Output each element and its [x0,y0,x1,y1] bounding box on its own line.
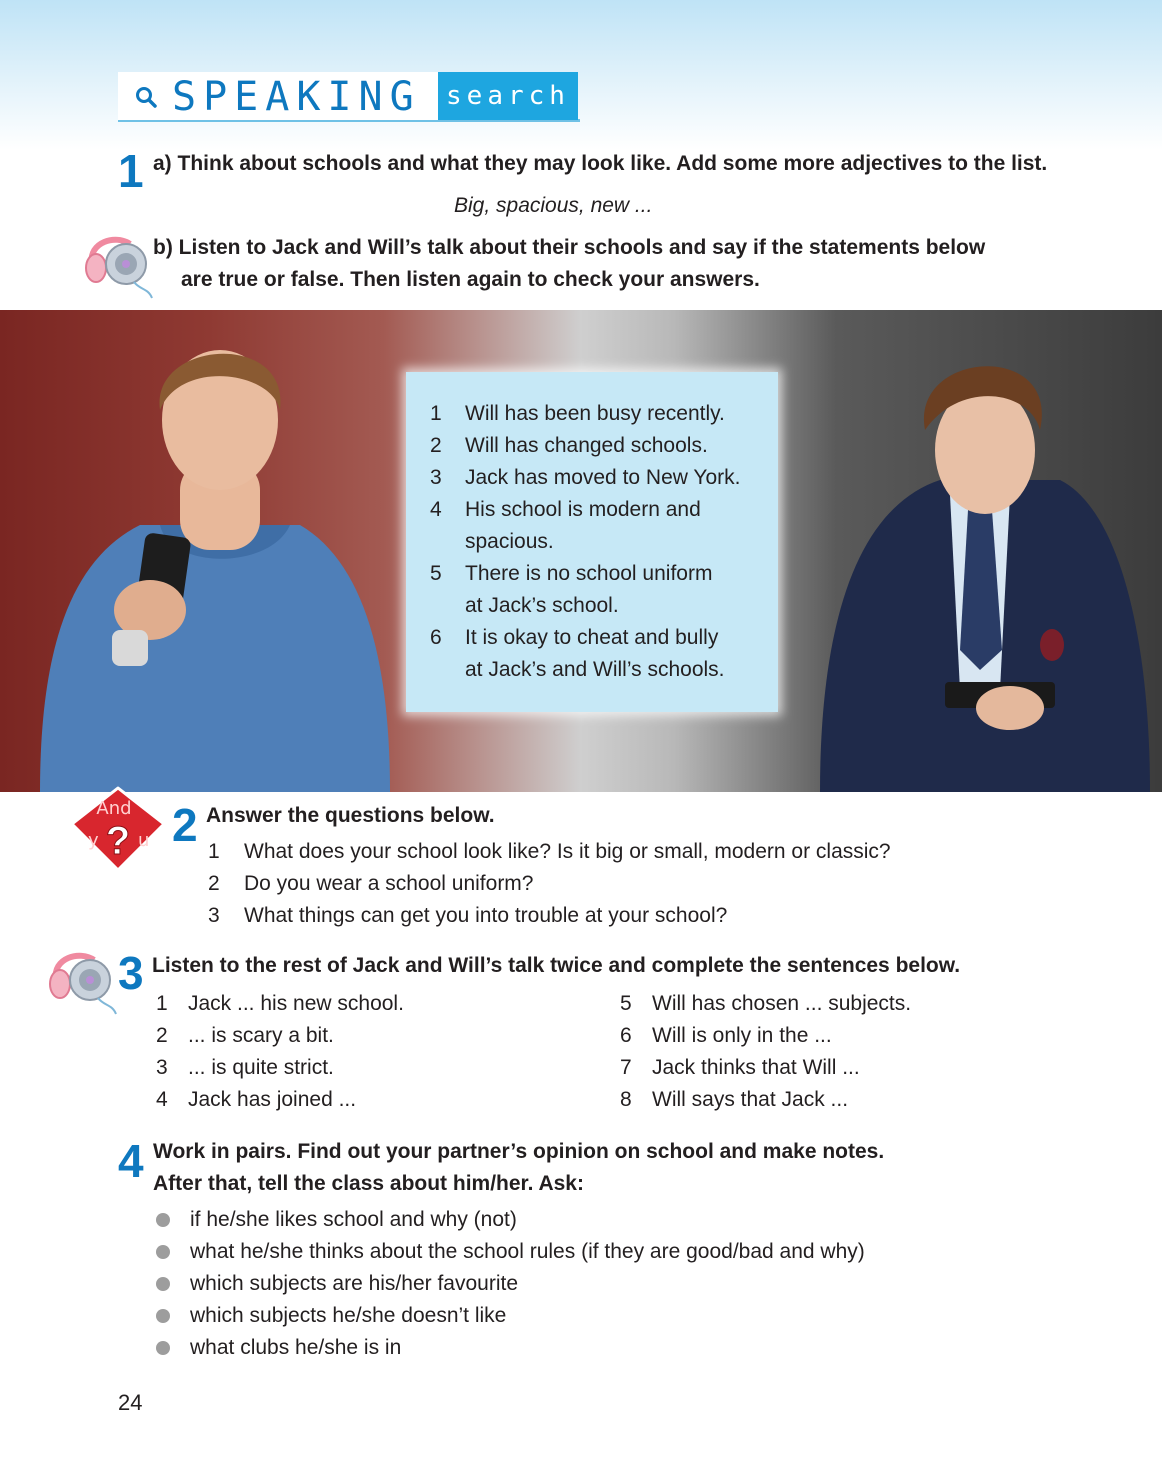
question-number: 1 [208,840,220,863]
exercise-2-number: 2 [172,799,198,851]
bullet-icon [156,1213,170,1227]
statement-item-continuation [430,654,778,686]
statement-number: 3 [430,466,442,489]
statement-item-continuation [430,526,778,558]
page-number: 24 [118,1390,143,1415]
sentence-text: Jack has joined ... [188,1088,357,1111]
statement-item [430,494,778,526]
header-title-box [118,72,434,120]
statement-number: 2 [430,434,442,457]
statement-text: spacious. [465,530,554,553]
statement-text: His school is modern and [465,498,701,521]
exercise-3-right-column [620,988,911,1116]
statement-text: Will has changed schools. [465,434,708,457]
statement-number: 5 [430,562,442,585]
question-number: 3 [208,904,220,927]
exercise-2-instruction: Answer the questions below. [206,804,495,827]
list-item [156,1332,865,1364]
section-tag: search [434,72,578,120]
sentence-number: 6 [620,1024,632,1047]
statement-item [430,462,778,494]
headphones-audio-icon [78,230,160,302]
section-title: SPEAKING [172,74,421,120]
list-item [156,1204,865,1236]
exercise-3-left-column [156,988,404,1116]
sentence-number: 5 [620,992,632,1015]
exercise-4-instruction-line1: Work in pairs. Find out your partner’s opinion on school and make notes. [153,1140,885,1163]
statement-number: 4 [430,498,442,521]
list-item [620,1020,911,1052]
search-icon [134,85,158,109]
list-item [156,1084,404,1116]
bullet-text: what clubs he/she is in [190,1336,402,1359]
bullet-text: which subjects are his/her favourite [190,1272,518,1295]
exercise-4-number: 4 [118,1135,144,1187]
statement-item-continuation [430,590,778,622]
question-number: 2 [208,872,220,895]
bullet-icon [156,1277,170,1291]
and-you-badge [66,784,170,874]
sentence-number: 8 [620,1088,632,1111]
statements-list [430,398,778,686]
statement-text: at Jack’s and Will’s schools. [465,658,725,681]
list-item [208,900,891,932]
statement-text: Jack has moved to New York. [465,466,741,489]
sentence-text: Will is only in the ... [652,1024,832,1047]
exercise-3-number: 3 [118,947,144,999]
statement-text: There is no school uniform [465,562,713,585]
statements-box [406,372,778,712]
list-item [620,988,911,1020]
bullet-text: what he/she thinks about the school rules (if they are good/bad and why) [190,1240,865,1263]
list-item [156,1052,404,1084]
statement-item [430,622,778,654]
list-item [156,988,404,1020]
exercise-2-questions [208,836,891,932]
bullet-icon [156,1309,170,1323]
exercise-1b-instruction-line1: b) Listen to Jack and Will’s talk about their schools and say if the statements below [153,236,986,259]
bullet-text: if he/she likes school and why (not) [190,1208,517,1231]
sentence-text: ... is quite strict. [188,1056,334,1079]
sentence-text: Will has chosen ... subjects. [652,992,912,1015]
statement-text: at Jack’s school. [465,594,619,617]
sentence-text: Jack thinks that Will ... [652,1056,860,1079]
exercise-4-bullet-list [156,1204,865,1364]
statement-item [430,558,778,590]
bullet-icon [156,1341,170,1355]
exercise-1a-example: Big, spacious, new ... [454,194,653,217]
sentence-number: 3 [156,1056,168,1079]
section-header [118,72,580,122]
headphones-audio-icon [42,946,124,1018]
question-mark-icon: ? [105,819,131,863]
statement-item [430,430,778,462]
bullet-icon [156,1245,170,1259]
question-text: What does your school look like? Is it big or small, modern or classic? [244,840,891,863]
statement-number: 1 [430,402,442,425]
bullet-text: which subjects he/she doesn’t like [190,1304,507,1327]
list-item [208,868,891,900]
exercise-1a-instruction: a) Think about schools and what they may look like. Add some more adjectives to the list. [153,152,1048,175]
list-item [208,836,891,868]
list-item [156,1236,865,1268]
statement-number: 6 [430,626,442,649]
list-item [156,1268,865,1300]
exercise-3-instruction: Listen to the rest of Jack and Will’s talk twice and complete the sentences below. [152,954,961,977]
and-you-letter-u: u [138,830,150,851]
sentence-text: Jack ... his new school. [188,992,404,1015]
statement-text: Will has been busy recently. [465,402,725,425]
exercise-1-number: 1 [118,145,144,197]
question-text: Do you wear a school uniform? [244,872,534,895]
sentence-number: 4 [156,1088,168,1111]
sentence-number: 2 [156,1024,168,1047]
sentence-text: ... is scary a bit. [188,1024,334,1047]
sentence-text: Will says that Jack ... [652,1088,849,1111]
and-you-word1: And [96,798,132,819]
sentence-number: 1 [156,992,168,1015]
statement-item [430,398,778,430]
list-item [156,1020,404,1052]
sentence-number: 7 [620,1056,632,1079]
statement-text: It is okay to cheat and bully [465,626,719,649]
question-text: What things can get you into trouble at your school? [244,904,728,927]
list-item [156,1300,865,1332]
list-item [620,1084,911,1116]
exercise-1b-instruction-line2: are true or false. Then listen again to check your answers. [181,268,760,291]
and-you-letter-y: y [88,830,99,851]
exercise-4-instruction-line2: After that, tell the class about him/her. Ask: [153,1172,584,1195]
list-item [620,1052,911,1084]
